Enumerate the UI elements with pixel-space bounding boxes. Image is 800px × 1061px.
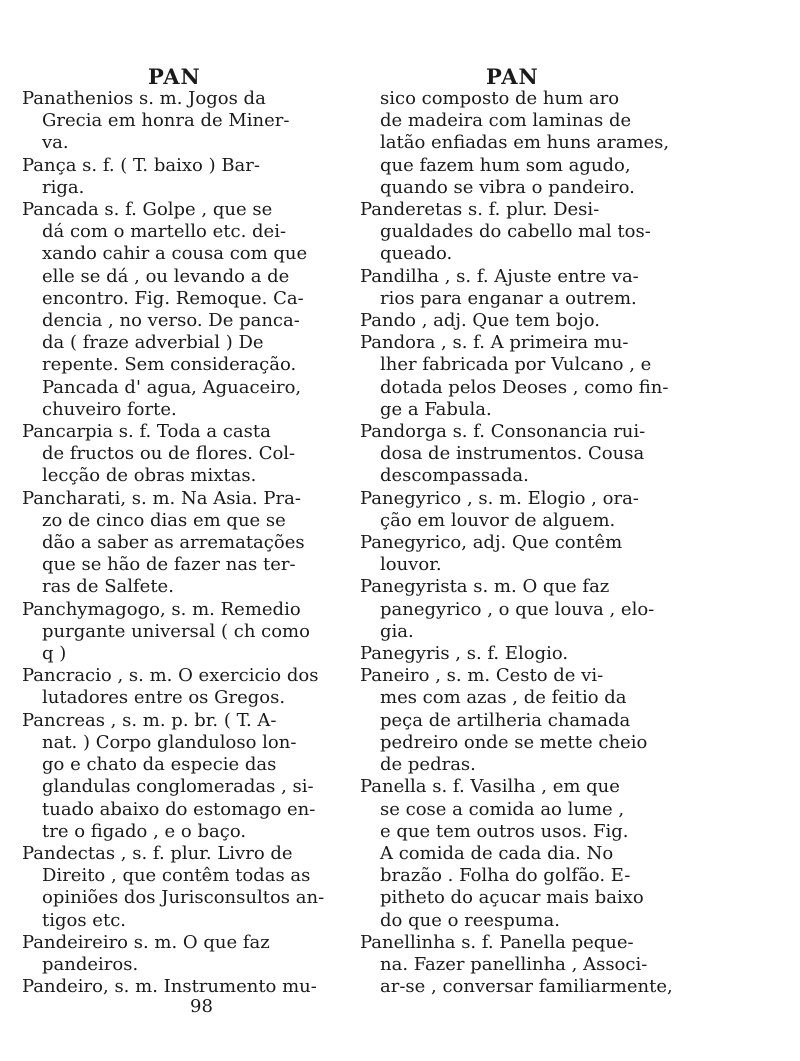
entry-line: na. Fazer panellinha , Associ- [380, 953, 648, 975]
entry-line: A comida de cada dia. No [380, 842, 614, 864]
dictionary-entry [22, 976, 340, 998]
dictionary-entry [22, 843, 340, 932]
entry-line: panegyrico , o que louva , elo- [380, 598, 655, 620]
dictionary-entry [360, 421, 684, 488]
entry-line: da ( fraze adverbial ) De [42, 332, 264, 354]
entry-line: de fructos ou de flores. Col- [42, 443, 296, 465]
dictionary-entry [22, 932, 340, 976]
dictionary-entry [360, 665, 684, 776]
dictionary-entry [360, 643, 684, 665]
entry-line: lher fabricada por Vulcano , e [380, 354, 652, 376]
dictionary-entry [360, 88, 684, 199]
page-number: 98 [190, 996, 213, 1017]
entry-line: dencia , no verso. De panca- [42, 310, 300, 332]
entry-line: va. [42, 132, 69, 154]
entry-line: que fazem hum som agudo, [380, 154, 631, 176]
entry-line: q ) [42, 643, 67, 665]
entry-headline: Pancarpia s. f. Toda a casta [22, 421, 271, 443]
entry-line: tuado abaixo do estomago en- [42, 798, 316, 820]
entry-headline: Panegyris , s. f. Elogio. [360, 643, 569, 665]
entry-line: dotada pelos Deoses , como fin- [380, 376, 669, 398]
entry-headline: Pandeiro, s. m. Instrumento mu- [22, 976, 317, 998]
entry-line: ge a Fabula. [380, 398, 492, 420]
entry-headline: Pancracio , s. m. O exercicio dos [22, 665, 319, 687]
entry-line: brazão . Folha do golfão. E- [380, 865, 631, 887]
dictionary-entry [360, 199, 684, 266]
entry-line: e que tem outros usos. Fig. [380, 820, 629, 842]
entry-line: gia. [380, 620, 414, 642]
entry-headline: Pandorga s. f. Consonancia rui- [360, 421, 646, 443]
dictionary-entry [22, 665, 340, 709]
entry-line: pitheto do açucar mais baixo [380, 887, 644, 909]
entry-headline: Panegyrico, adj. Que contêm [360, 532, 623, 554]
entry-line: chuveiro forte. [42, 398, 177, 420]
entry-line: Grecia em honra de Miner- [42, 110, 290, 132]
entry-line: dão a saber as arrematações [42, 532, 305, 554]
entry-line: opiniões dos Jurisconsultos an- [42, 887, 325, 909]
entry-line: elle se dá , ou levando a de [42, 265, 290, 287]
dictionary-entry [360, 776, 684, 931]
entry-headline: Pandeireiro s. m. O que faz [22, 931, 270, 953]
entry-headline: Panellinha s. f. Panella peque- [360, 931, 634, 953]
entry-line: pedreiro onde se mette cheio [380, 731, 648, 753]
running-header-right: PAN [486, 64, 539, 89]
dictionary-entry [22, 155, 340, 199]
dictionary-entry [22, 599, 340, 666]
entry-line: pandeiros. [42, 953, 139, 975]
entry-line: de pedras. [380, 754, 476, 776]
entry-line: peça de artilheria chamada [380, 709, 631, 731]
dictionary-entry [22, 488, 340, 599]
entry-headline: Pandora , s. f. A primeira mu- [360, 332, 629, 354]
entry-headline: Pança s. f. ( T. baixo ) Bar- [22, 154, 260, 176]
entry-line: lutadores entre os Gregos. [42, 687, 286, 709]
entry-headline: Panegyrista s. m. O que faz [360, 576, 610, 598]
entry-line: zo de cinco dias em que se [42, 509, 286, 531]
entry-line: riga. [42, 176, 85, 198]
entry-line: tigos etc. [42, 909, 126, 931]
entry-headline: Pancharati, s. m. Na Asia. Pra- [22, 487, 301, 509]
entry-line: purgante universal ( ch como [42, 620, 310, 642]
dictionary-entry [22, 710, 340, 843]
entry-line: do que o reespuma. [380, 909, 560, 931]
dictionary-entry [360, 532, 684, 576]
entry-headline: Pandectas , s. f. plur. Livro de [22, 842, 293, 864]
entry-headline: Paneiro , s. m. Cesto de vi- [360, 665, 604, 687]
entry-line: rios para enganar a outrem. [380, 287, 637, 309]
entry-headline: Panchymagogo, s. m. Remedio [22, 598, 301, 620]
left-column [22, 88, 340, 998]
entry-line: glandulas conglomeradas , si- [42, 776, 314, 798]
entry-line: xando cahir a cousa com que [42, 243, 308, 265]
dictionary-entry [360, 932, 684, 999]
entry-headline: Pancreas , s. m. p. br. ( T. A- [22, 709, 277, 731]
right-column [360, 88, 684, 998]
dictionary-entry [360, 488, 684, 532]
dictionary-entry [22, 199, 340, 421]
entry-line: queado. [380, 243, 453, 265]
entry-line: gualdades do cabello mal tos- [380, 221, 651, 243]
dictionary-entry [22, 421, 340, 488]
entry-line: louvor. [380, 554, 442, 576]
dictionary-entry [360, 576, 684, 643]
entry-line: de madeira com laminas de [380, 110, 632, 132]
entry-line: Pancada d' agua, Aguaceiro, [42, 376, 302, 398]
entry-line: dosa de instrumentos. Cousa [380, 443, 645, 465]
entry-line: encontro. Fig. Remoque. Ca- [42, 287, 304, 309]
entry-line: mes com azas , de feitio da [380, 687, 627, 709]
entry-line: lecção de obras mixtas. [42, 465, 257, 487]
entry-line: Direito , que contêm todas as [42, 865, 311, 887]
entry-headline: Panderetas s. f. plur. Desi- [360, 199, 600, 221]
entry-headline: Pancada s. f. Golpe , que se [22, 199, 273, 221]
entry-line: quando se vibra o pandeiro. [380, 176, 635, 198]
entry-line: nat. ) Corpo glanduloso lon- [42, 731, 297, 753]
entry-line: ras de Salfete. [42, 576, 174, 598]
entry-line: tre o figado , e o baço. [42, 820, 247, 842]
dictionary-entry [360, 310, 684, 332]
dictionary-entry [360, 332, 684, 421]
dictionary-entry [22, 88, 340, 155]
entry-headline: Pandilha , s. f. Ajuste entre va- [360, 265, 639, 287]
entry-line: ar-se , conversar familiarmente, [380, 976, 673, 998]
entry-headline: Panathenios s. m. Jogos da [22, 88, 266, 109]
entry-line: dá com o martello etc. dei- [42, 221, 287, 243]
entry-headline: Pando , adj. Que tem bojo. [360, 310, 601, 332]
dictionary-entry [360, 266, 684, 310]
entry-line: ção em louvor de alguem. [380, 509, 616, 531]
entry-line: latão enfiadas em huns arames, [380, 132, 670, 154]
entry-line: go e chato da especie das [42, 754, 277, 776]
entry-line: repente. Sem consideração. [42, 354, 297, 376]
entry-line: sico composto de hum aro [380, 88, 620, 109]
entry-headline: Panegyrico , s. m. Elogio , ora- [360, 487, 639, 509]
entry-headline: Panella s. f. Vasilha , em que [360, 776, 620, 798]
running-header-left: PAN [148, 64, 201, 89]
entry-line: se cose a comida ao lume , [380, 798, 625, 820]
entry-line: que se hão de fazer nas ter- [42, 554, 296, 576]
entry-line: descompassada. [380, 465, 529, 487]
